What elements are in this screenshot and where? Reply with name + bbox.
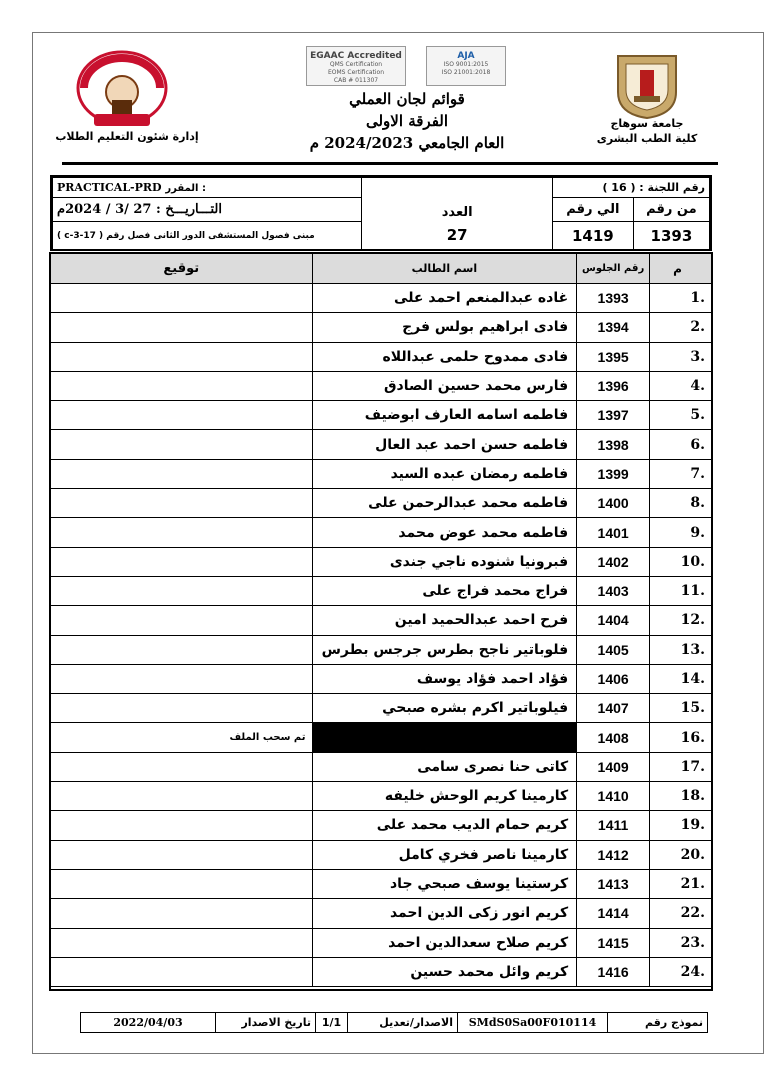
row-number: 9.: [650, 518, 712, 547]
seat-number: 1403: [577, 576, 650, 605]
to-label: الي رقم: [552, 198, 633, 222]
signature-cell: [51, 752, 313, 781]
signature-cell: [51, 811, 313, 840]
signature-cell: [51, 401, 313, 430]
table-row: [51, 576, 712, 605]
seat-number: 1401: [577, 518, 650, 547]
signature-cell: [51, 576, 313, 605]
faculty-name: كلية الطب البشرى: [596, 132, 698, 145]
seat-number: 1393: [577, 284, 650, 313]
count-label: العدد: [362, 178, 552, 222]
signature-cell: [51, 313, 313, 342]
row-number: 3.: [650, 342, 712, 371]
count-value: 27: [362, 222, 552, 250]
student-name: فاطمه رمضان عبده السيد: [312, 459, 577, 488]
row-number: 17.: [650, 752, 712, 781]
row-number: 24.: [650, 957, 712, 986]
date-cell: [53, 198, 362, 222]
table-row: [51, 782, 712, 811]
signature-cell: تم سحب الملف: [51, 723, 313, 752]
student-name: كارمينا كريم الوحش خليفه: [312, 782, 577, 811]
signature-cell: [51, 284, 313, 313]
signature-cell: [51, 489, 313, 518]
signature-cell: [51, 899, 313, 928]
course-value: PRACTICAL-PRD: [57, 181, 162, 194]
date-value: 27 /3 / 2024م: [57, 202, 152, 217]
table-row: [51, 752, 712, 781]
department-name: إدارة شئون التعليم الطلاب: [55, 130, 199, 143]
form-number: SMdS0Sa00F010114: [458, 1013, 608, 1033]
student-name: فؤاد احمد فؤاد يوسف: [312, 664, 577, 693]
signature-cell: [51, 518, 313, 547]
table-row: [51, 313, 712, 342]
table-row: [51, 840, 712, 869]
table-row: [51, 342, 712, 371]
version-label: الاصدار/تعديل: [348, 1013, 458, 1033]
table-row: [51, 284, 712, 313]
student-name: فاطمه محمد عوض محمد: [312, 518, 577, 547]
row-number: 11.: [650, 576, 712, 605]
form-label: نموذج رقم: [608, 1013, 708, 1033]
table-row: [51, 371, 712, 400]
table-row: [51, 606, 712, 635]
form-footer: [80, 1012, 708, 1033]
row-number: 21.: [650, 869, 712, 898]
university-name-block: [572, 116, 722, 146]
row-number: 13.: [650, 635, 712, 664]
row-number: 8.: [650, 489, 712, 518]
seat-number: 1397: [577, 401, 650, 430]
seat-number: 1407: [577, 694, 650, 723]
table-row: [51, 928, 712, 957]
to-value: 1419: [552, 222, 633, 250]
table-row: [51, 635, 712, 664]
table-row: [51, 664, 712, 693]
egaac-certification-badge: EGAAC Accredited QMS Certification EOMS Certification CAB # 011307: [306, 46, 406, 86]
document-header: [52, 44, 712, 162]
seat-number: 1408: [577, 723, 650, 752]
version-value: 1/1: [316, 1013, 348, 1033]
committee-number: رقم اللجنة : ( 16 ): [552, 178, 709, 198]
student-name: غاده عبدالمنعم احمد على: [312, 284, 577, 313]
col-name-header: اسم الطالب: [312, 254, 577, 284]
title-line-1: قوائم لجان العملي: [349, 90, 465, 108]
row-number: 23.: [650, 928, 712, 957]
date-label: التـــاريـــخ :: [156, 202, 222, 217]
signature-cell: [51, 664, 313, 693]
col-num-header: م: [650, 254, 712, 284]
student-name: كريم انور زكى الدين احمد: [312, 899, 577, 928]
signature-cell: [51, 342, 313, 371]
table-row: [51, 957, 712, 986]
title-line-3: العام الجامعي 2024/2023 م: [309, 134, 505, 152]
row-number: 12.: [650, 606, 712, 635]
row-number: 1.: [650, 284, 712, 313]
table-row: [51, 899, 712, 928]
table-row: [51, 811, 712, 840]
signature-cell: [51, 606, 313, 635]
student-name: فراج محمد فراج على: [312, 576, 577, 605]
student-name: كرستينا يوسف صبحي جاد: [312, 869, 577, 898]
seat-number: 1398: [577, 430, 650, 459]
seat-number: 1396: [577, 371, 650, 400]
exam-location: مبنى فصول المستشفى الدور الثانى فصل رقم ( 17-3-c ): [53, 222, 362, 250]
committee-info-table: [52, 177, 710, 250]
student-name: فاطمه حسن احمد عبد العال: [312, 430, 577, 459]
signature-cell: [51, 840, 313, 869]
student-name: كريم حمام الديب محمد على: [312, 811, 577, 840]
faculty-logo-icon: [74, 48, 170, 132]
student-name: فادى ممدوح حلمى عبداللاه: [312, 342, 577, 371]
student-name: كريم وائل محمد حسين: [312, 957, 577, 986]
row-number: 4.: [650, 371, 712, 400]
student-name: فيلوباتير اكرم بشره صبحي: [312, 694, 577, 723]
row-number: 7.: [650, 459, 712, 488]
seat-number: 1413: [577, 869, 650, 898]
row-number: 16.: [650, 723, 712, 752]
table-row: [51, 869, 712, 898]
student-name: فادى ابراهيم بولس فرج: [312, 313, 577, 342]
seat-number: 1402: [577, 547, 650, 576]
seat-number: 1405: [577, 635, 650, 664]
seat-number: 1409: [577, 752, 650, 781]
title-line-2: الفرقة الاولى: [365, 112, 449, 130]
table-row: [51, 459, 712, 488]
seat-number: 1411: [577, 811, 650, 840]
signature-cell: [51, 430, 313, 459]
student-name: فاطمه محمد عبدالرحمن على: [312, 489, 577, 518]
seat-number: 1404: [577, 606, 650, 635]
student-name: فرح احمد عبدالحميد امين: [312, 606, 577, 635]
col-seat-header: رقم الجلوس: [577, 254, 650, 284]
university-name: جامعة سوهاج: [610, 117, 684, 130]
student-name: فاطمه اسامه العارف ابوضيف: [312, 401, 577, 430]
issue-date-value: 2022/04/03: [81, 1013, 216, 1033]
row-number: 6.: [650, 430, 712, 459]
course-cell: [53, 178, 362, 198]
table-row: [51, 694, 712, 723]
student-name: فلوباتير ناجح بطرس جرجس بطرس: [312, 635, 577, 664]
row-number: 18.: [650, 782, 712, 811]
seat-number: 1399: [577, 459, 650, 488]
student-name: كارمينا ناصر فخري كامل: [312, 840, 577, 869]
seat-number: 1410: [577, 782, 650, 811]
row-number: 19.: [650, 811, 712, 840]
table-row: [51, 547, 712, 576]
aja-certification-badge: AJA ISO 9001:2015 ISO 21001:2018: [426, 46, 506, 86]
row-number: 14.: [650, 664, 712, 693]
student-name: كاتى حنا نصرى سامى: [312, 752, 577, 781]
seat-number: 1416: [577, 957, 650, 986]
seat-number: 1415: [577, 928, 650, 957]
seat-number: 1412: [577, 840, 650, 869]
seat-number: 1406: [577, 664, 650, 693]
signature-cell: [51, 957, 313, 986]
student-name: فبرونيا شنوده ناجي جندى: [312, 547, 577, 576]
redacted-name: [312, 723, 577, 752]
table-row: [51, 401, 712, 430]
seat-number: 1414: [577, 899, 650, 928]
signature-cell: [51, 459, 313, 488]
table-row: [51, 723, 712, 752]
seat-number: 1395: [577, 342, 650, 371]
students-table: [50, 253, 712, 987]
row-number: 5.: [650, 401, 712, 430]
seat-number: 1394: [577, 313, 650, 342]
signature-cell: [51, 869, 313, 898]
signature-cell: [51, 928, 313, 957]
signature-cell: [51, 782, 313, 811]
table-row: [51, 518, 712, 547]
from-value: 1393: [633, 222, 709, 250]
table-header-row: [51, 254, 712, 284]
row-number: 2.: [650, 313, 712, 342]
signature-cell: [51, 547, 313, 576]
row-number: 20.: [650, 840, 712, 869]
student-name: كريم صلاح سعدالدين احمد: [312, 928, 577, 957]
row-number: 22.: [650, 899, 712, 928]
course-label: المقرر :: [165, 183, 206, 194]
university-logo-icon: [610, 48, 684, 120]
seat-number: 1400: [577, 489, 650, 518]
student-name: فارس محمد حسين الصادق: [312, 371, 577, 400]
signature-cell: [51, 635, 313, 664]
signature-cell: [51, 371, 313, 400]
header-divider: [62, 162, 718, 165]
from-label: من رقم: [633, 198, 709, 222]
table-row: [51, 430, 712, 459]
row-number: 10.: [650, 547, 712, 576]
signature-cell: [51, 694, 313, 723]
document-title: [282, 88, 532, 154]
col-sign-header: توقيع: [51, 254, 313, 284]
row-number: 15.: [650, 694, 712, 723]
issue-date-label: تاريخ الاصدار: [216, 1013, 316, 1033]
table-row: [51, 489, 712, 518]
